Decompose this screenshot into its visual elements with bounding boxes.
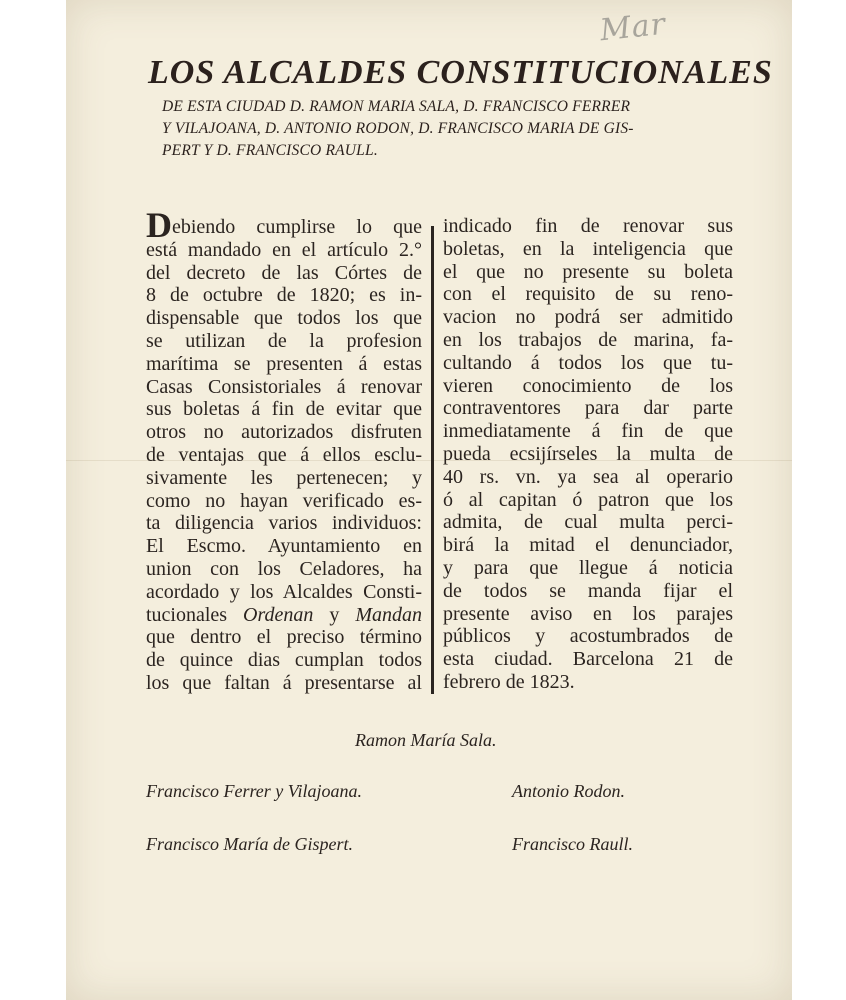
signature-francisco-raull: Francisco Raull. (512, 834, 633, 854)
text-line: de ventajas que á ellos esclu- (146, 443, 422, 466)
text-line: públicos y acostumbrados de (443, 625, 733, 648)
document-subtitle (162, 96, 742, 162)
text-fragment: Mandan (355, 603, 422, 626)
text-line: contraventores para dar parte (443, 397, 733, 420)
text-line: que dentro el preciso término (146, 626, 422, 649)
drop-cap: D (146, 205, 172, 245)
text-line (146, 604, 422, 627)
text-line: 40 rs. vn. ya sea al operario (443, 465, 733, 488)
left-column-text (146, 205, 422, 695)
subtitle-line: PERT Y D. FRANCISCO RAULL. (162, 142, 378, 159)
signature-francisco-ferrer: Francisco Ferrer y Vilajoana. (146, 781, 362, 801)
text-line: Casas Consistoriales á renovar (146, 375, 422, 398)
text-line: marítima se presenten á estas (146, 352, 422, 375)
text-line: en los trabajos de marina, fa- (443, 328, 733, 351)
signature-antonio-rodon: Antonio Rodon. (512, 781, 625, 801)
text-line: sus boletas á fin de evitar que (146, 398, 422, 421)
text-fragment: Ordenan (243, 603, 314, 626)
text-line: otros no autorizados disfruten (146, 421, 422, 444)
subtitle-line: Y VILAJOANA, D. ANTONIO RODON, D. FRANCISCO MARIA DE GIS- (162, 120, 634, 137)
text-line: se utilizan de la profesion (146, 329, 422, 352)
text-line: y para que llegue á noticia (443, 556, 733, 579)
text-line: pueda ecsijírseles la multa de (443, 442, 733, 465)
text-line: ta diligencia varios individuos: (146, 512, 422, 535)
text-line: acordado y los Alcaldes Consti- (146, 580, 422, 603)
subtitle-line: DE ESTA CIUDAD D. RAMON MARIA SALA, D. FRANCISCO FERRER (162, 98, 631, 115)
text-line: indicado fin de renovar sus (443, 215, 733, 237)
text-line: esta ciudad. Barcelona 21 de (443, 648, 733, 671)
text-line: vacion no podrá ser admitido (443, 306, 733, 329)
text-line: de quince dias cumplan todos (146, 649, 422, 672)
text-line: presente aviso en los parajes (443, 602, 733, 625)
text-line: el que no presente su boleta (443, 260, 733, 283)
text-line: los que faltan á presentarse al (146, 671, 422, 694)
text-fragment: ebiendo cumplirse lo que (172, 216, 422, 238)
signature-ramon-maria-sala: Ramon María Sala. (355, 730, 497, 750)
text-line: cultando á todos los que tu- (443, 351, 733, 374)
text-line: sivamente les pertenecen; y (146, 466, 422, 489)
text-line: union con los Celadores, ha (146, 557, 422, 580)
text-line: El Escmo. Ayuntamiento en (146, 535, 422, 558)
text-line: ó al capitan ó patron que los (443, 488, 733, 511)
text-line: del decreto de las Córtes de (146, 261, 422, 284)
text-line: inmediatamente á fin de que (443, 420, 733, 443)
text-line: dispensable que todos los que (146, 307, 422, 330)
signature-francisco-gispert: Francisco María de Gispert. (146, 834, 353, 854)
handwritten-note: Mar (598, 6, 668, 49)
text-line: de todos se manda fijar el (443, 579, 733, 602)
text-line: como no hayan verificado es- (146, 489, 422, 512)
text-line: birá la mitad el denunciador, (443, 534, 733, 557)
text-line: está mandado en el artículo 2.° (146, 238, 422, 261)
text-fragment: tucionales (146, 603, 244, 626)
text-line: boletas, en la inteligencia que (443, 237, 733, 260)
text-line: con el requisito de su reno- (443, 283, 733, 306)
text-fragment: y (313, 603, 356, 626)
column-divider (431, 226, 434, 694)
text-line: febrero de 1823. (443, 670, 575, 693)
text-line: admita, de cual multa perci- (443, 511, 733, 534)
document-title: LOS ALCALDES CONSTITUCIONALES (148, 54, 773, 91)
text-line (146, 205, 422, 245)
text-line: vieren conocimiento de los (443, 374, 733, 397)
right-column-text (443, 215, 733, 694)
text-line: 8 de octubre de 1820; es in- (146, 284, 422, 307)
